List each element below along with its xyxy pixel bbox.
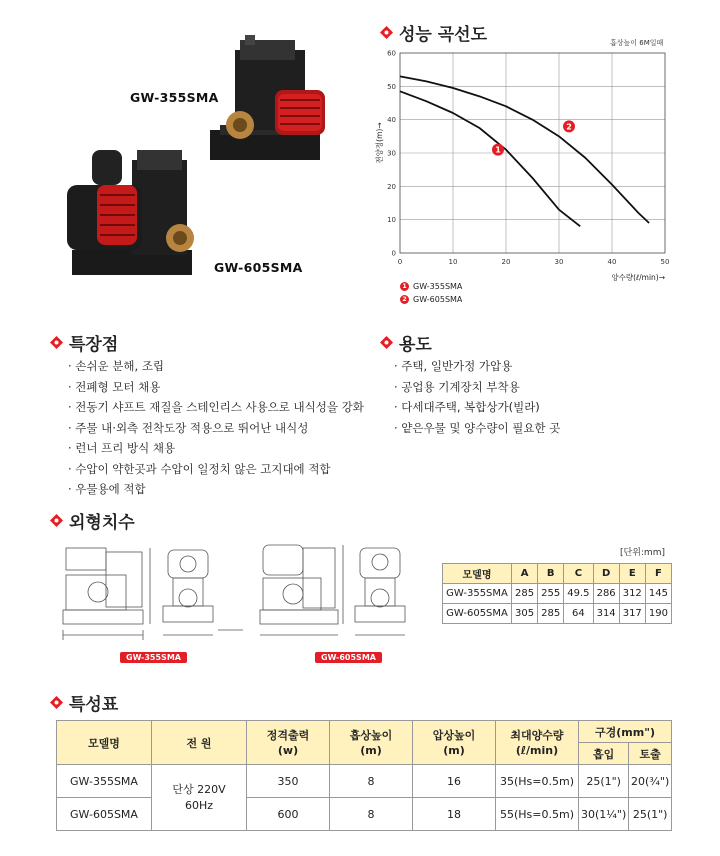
model-label-gw355: GW-355SMA [130, 90, 219, 105]
header-unit: (m) [360, 743, 382, 757]
product-image-gw605 [62, 140, 212, 280]
table-header: D [593, 564, 619, 584]
dimension-tag-gw605: GW-605SMA [315, 652, 382, 663]
table-cell: 8 [330, 798, 413, 831]
table-header: 구경(mm") [579, 721, 672, 743]
x-tick-label: 40 [607, 258, 617, 266]
y-tick-label: 40 [387, 116, 396, 125]
series-label-2: 2 [566, 122, 572, 132]
performance-chart [370, 45, 680, 295]
x-tick-label: 0 [397, 258, 403, 266]
table-cell: 20(¾") [629, 765, 672, 798]
diamond-bullet-icon [380, 26, 393, 39]
list-item: · 얕은우물 및 양수량이 필요한 곳 [394, 420, 561, 435]
header-line: 정격출력 [266, 728, 310, 742]
list-item: · 공업용 기계장치 부착용 [394, 379, 520, 394]
diamond-bullet-icon [50, 514, 63, 527]
table-header-row [443, 564, 672, 584]
dimension-table [442, 563, 672, 624]
list-item: · 전폐형 모터 채용 [68, 379, 161, 394]
table-cell: 64 [564, 604, 593, 624]
table-cell: 8 [330, 765, 413, 798]
performance-title [380, 20, 487, 45]
legend-item [400, 293, 462, 306]
table-cell: 285 [512, 584, 538, 604]
table-cell: GW-605SMA [57, 798, 152, 831]
table-header: E [619, 564, 645, 584]
y-tick-label: 20 [387, 182, 396, 191]
features-title-text: 특장점 [69, 335, 119, 355]
dimensions-title [50, 508, 135, 533]
performance-note: 흡상높이 6M일때 [610, 39, 664, 47]
table-header [247, 721, 330, 765]
table-cell: 25(1") [579, 765, 629, 798]
table-cell: 255 [538, 584, 564, 604]
table-cell: 286 [593, 584, 619, 604]
table-header: A [512, 564, 538, 584]
table-header: 전 원 [152, 721, 247, 765]
list-item: · 손쉬운 분해, 조립 [68, 359, 165, 373]
table-cell [152, 765, 247, 831]
header-unit: (ℓ/min) [515, 743, 559, 757]
table-row [443, 604, 672, 624]
table-cell: 314 [593, 604, 619, 624]
diamond-bullet-icon [50, 336, 63, 349]
chart-legend [400, 280, 462, 306]
x-tick-label: 30 [554, 258, 564, 266]
table-cell: 600 [247, 798, 330, 831]
y-tick-label: 60 [387, 49, 396, 58]
list-item: · 런너 프리 방식 채용 [68, 441, 176, 455]
table-cell: 35(Hs=0.5m) [496, 765, 579, 798]
power-line: 단상 220V [172, 782, 226, 796]
table-cell: GW-355SMA [57, 765, 152, 798]
table-cell: 317 [619, 604, 645, 624]
performance-title-text: 성능 곡선도 [399, 25, 488, 45]
table-cell: 190 [645, 604, 671, 624]
list-item: · 전동기 샤프트 재질을 스테인리스 사용으로 내식성을 강화 [68, 400, 364, 414]
y-tick-label: 0 [391, 249, 396, 258]
features-title [50, 330, 118, 355]
x-tick-label: 10 [448, 258, 458, 266]
list-item: · 주물 내·외측 전착도장 적용으로 뛰어난 내식성 [68, 420, 309, 435]
table-cell: GW-355SMA [443, 584, 512, 604]
header-line: 최대양수량 [510, 728, 564, 742]
table-cell: 30(1¼") [579, 798, 629, 831]
table-cell: 350 [247, 765, 330, 798]
diamond-bullet-icon [380, 336, 393, 349]
legend-marker: 2 [400, 295, 409, 304]
table-header: B [538, 564, 564, 584]
header-unit: (m) [443, 743, 465, 757]
table-header: F [645, 564, 671, 584]
table-cell: 145 [645, 584, 671, 604]
diamond-bullet-icon [50, 696, 63, 709]
power-line: 60Hz [184, 798, 214, 812]
list-item: · 다세대주택, 복합상가(빌라) [394, 400, 540, 414]
legend-label: GW-605SMA [413, 295, 463, 304]
x-tick-label: 50 [660, 258, 670, 266]
table-cell: 55(Hs=0.5m) [496, 798, 579, 831]
list-item: · 우물용에 적합 [68, 482, 146, 496]
series-line-1 [400, 91, 580, 226]
specs-title-text: 특성표 [69, 695, 119, 715]
legend-marker: 1 [400, 282, 409, 291]
list-item: · 수압이 약한곳과 수압이 일정치 않은 고지대에 적합 [68, 461, 331, 476]
legend-label: GW-355SMA [413, 282, 463, 291]
model-label-gw605: GW-605SMA [214, 260, 303, 275]
table-header: 토출 [629, 743, 672, 765]
series-label-1: 1 [495, 145, 501, 155]
header-line: 흡상높이 [349, 728, 393, 742]
dimensions-title-text: 외형치수 [69, 513, 135, 533]
y-tick-label: 10 [387, 216, 396, 225]
table-header: 모델명 [443, 564, 512, 584]
y-tick-label: 30 [387, 149, 396, 158]
dimension-drawing-gw355 [58, 540, 248, 650]
table-row [443, 584, 672, 604]
table-cell: GW-605SMA [443, 604, 512, 624]
table-cell: 312 [619, 584, 645, 604]
table-cell: 16 [413, 765, 496, 798]
y-tick-label: 50 [387, 82, 396, 91]
table-header-row [57, 721, 672, 743]
spec-table [56, 720, 672, 831]
legend-item [400, 280, 462, 293]
table-row [57, 798, 672, 831]
table-header: 모델명 [57, 721, 152, 765]
table-cell: 25(1") [629, 798, 672, 831]
y-axis-label: 전양정(m)→ [375, 122, 384, 164]
specs-title [50, 690, 118, 715]
usage-list [394, 356, 560, 438]
table-cell: 285 [538, 604, 564, 624]
table-cell: 305 [512, 604, 538, 624]
table-header [496, 721, 579, 765]
list-item: · 주택, 일반가정 가압용 [394, 359, 513, 373]
table-header: 흡입 [579, 743, 629, 765]
x-tick-label: 20 [501, 258, 511, 266]
dimension-unit: [단위:mm] [620, 548, 665, 558]
table-cell: 18 [413, 798, 496, 831]
header-unit: (w) [277, 743, 299, 757]
table-header [330, 721, 413, 765]
usage-title-text: 용도 [399, 335, 432, 355]
table-header: C [564, 564, 593, 584]
features-list [68, 356, 364, 500]
table-cell: 49.5 [564, 584, 593, 604]
usage-title [380, 330, 432, 355]
table-row [57, 765, 672, 798]
x-axis-label: 양수량(ℓ/min)→ [611, 273, 665, 282]
dimension-drawing-gw605 [255, 540, 440, 650]
table-header [413, 721, 496, 765]
header-line: 압상높이 [432, 728, 476, 742]
dimension-tag-gw355: GW-355SMA [120, 652, 187, 663]
